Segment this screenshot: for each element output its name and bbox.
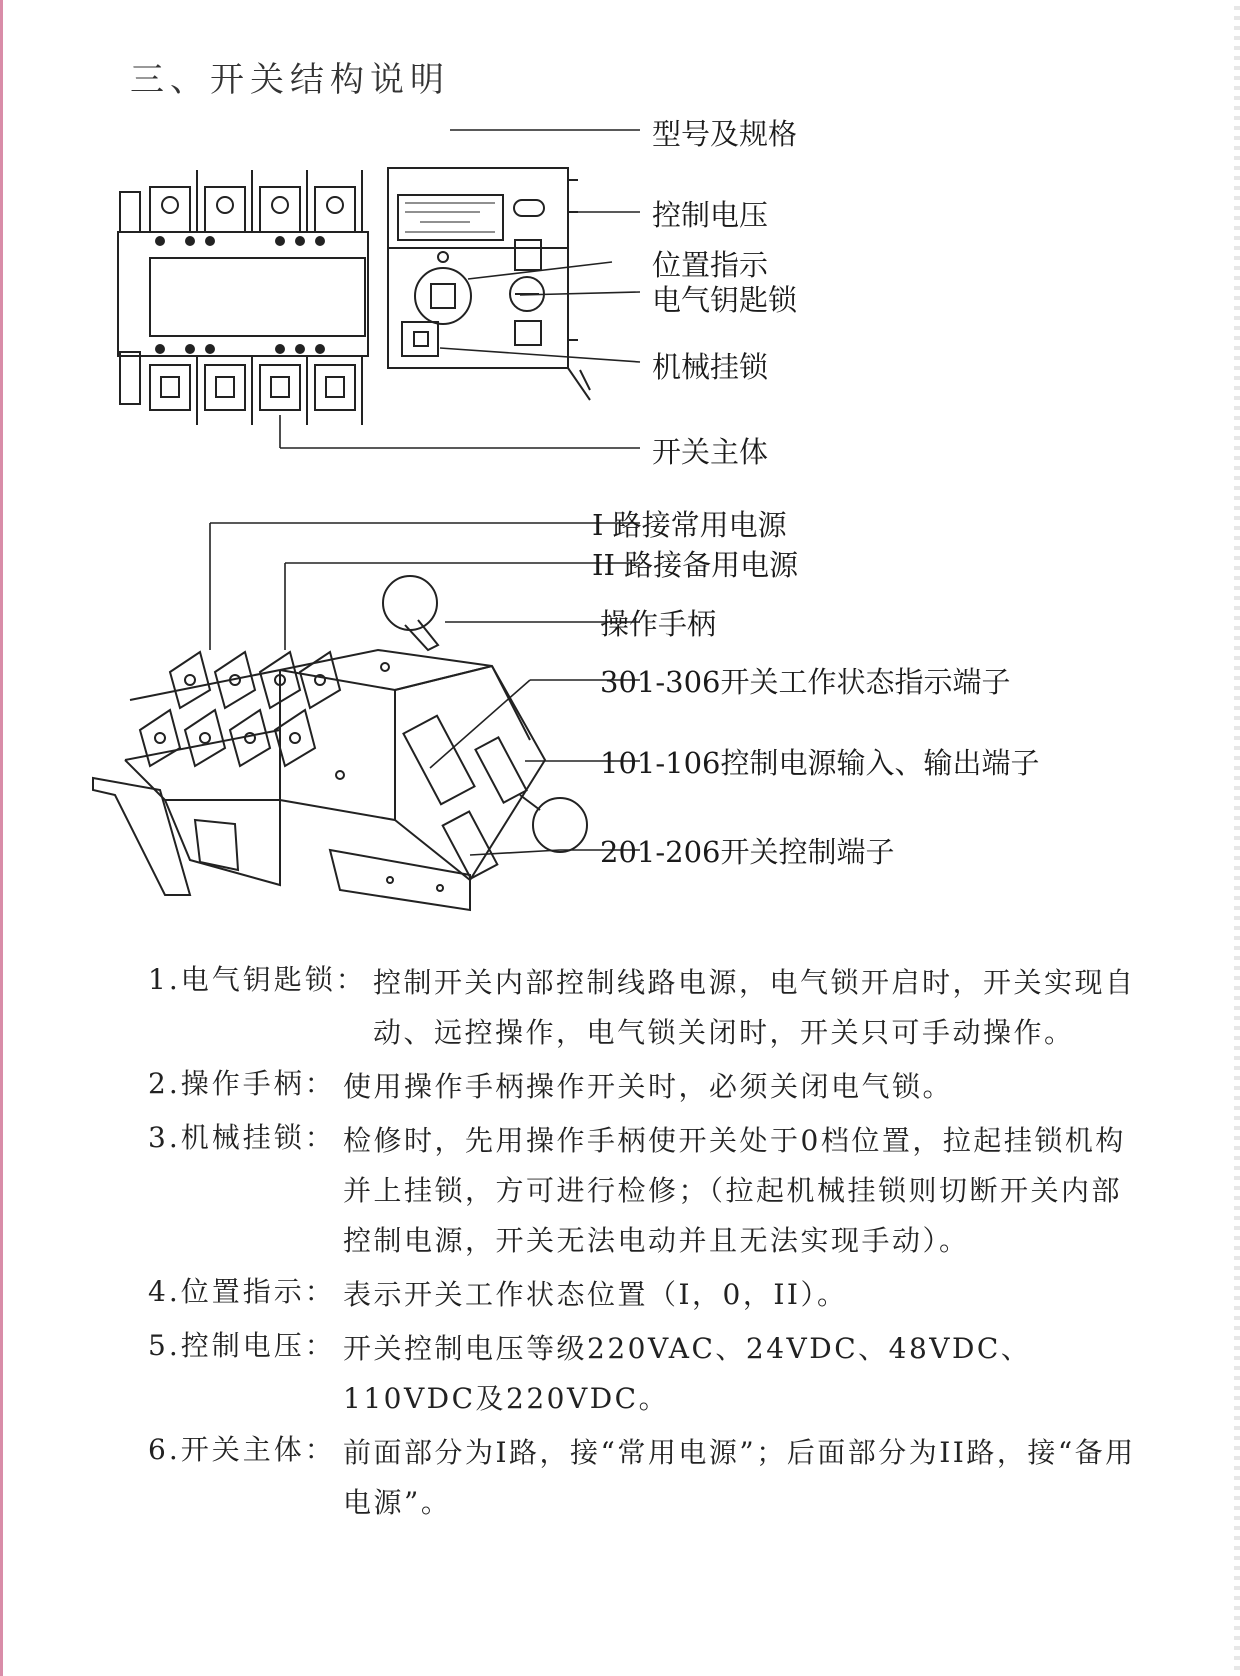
callout-power-io-terminals: 101-106控制电源输入、输出端子: [600, 746, 1040, 780]
description-item: [148, 1428, 1138, 1528]
callout-switch-body: 开关主体: [652, 435, 769, 469]
switch-isometric-view: [93, 523, 640, 910]
description-item: [148, 1116, 1138, 1266]
description-label: 3.机械挂锁：: [148, 1121, 336, 1154]
description-item: [148, 958, 1138, 1058]
callout-operating-handle: 操作手柄: [600, 607, 717, 641]
description-item: [148, 1270, 1138, 1320]
top-callout-lines: [280, 130, 640, 448]
description-item: [148, 1324, 1138, 1424]
description-label: 1.电气钥匙锁：: [148, 963, 367, 996]
description-text: 使用操作手柄操作开关时，必须关闭电气锁。: [343, 1070, 954, 1103]
bottom-callout-lines: [210, 523, 640, 855]
callout-electric-key-lock: 电气钥匙锁: [652, 283, 798, 317]
description-text: 前面部分为I路，接“常用电源”；后面部分为II路，接“备用电源”。: [343, 1436, 1136, 1519]
description-label: 4.位置指示：: [148, 1275, 336, 1308]
description-label: 2.操作手柄：: [148, 1067, 336, 1100]
callout-route-2-backup-power: II 路接备用电源: [592, 548, 799, 582]
callout-control-voltage: 控制电压: [652, 198, 769, 232]
description-list: [148, 958, 1138, 1532]
description-text: 表示开关工作状态位置（I，0，II）。: [343, 1278, 848, 1311]
callout-status-terminals: 301-306开关工作状态指示端子: [600, 665, 1011, 699]
description-text: 开关控制电压等级220VAC、24VDC、48VDC、110VDC及220VDC。: [343, 1332, 1032, 1415]
callout-control-terminals: 201-206开关控制端子: [600, 835, 895, 869]
callout-model-spec: 型号及规格: [652, 117, 798, 151]
callout-route-1-normal-power: I 路接常用电源: [592, 508, 787, 542]
description-text: 检修时，先用操作手柄使开关处于0档位置，拉起挂锁机构并上挂锁，方可进行检修；（拉起机械挂锁则切断开关内部控制电源，开关无法电动并且无法实现手动）。: [343, 1124, 1126, 1257]
description-label: 5.控制电压：: [148, 1329, 336, 1362]
callout-position-indicator: 位置指示: [652, 248, 769, 282]
description-text: 控制开关内部控制线路电源，电气锁开启时，开关实现自动、远控操作，电气锁关闭时，开关只可手动操作。: [373, 966, 1136, 1049]
description-label: 6.开关主体：: [148, 1433, 336, 1466]
switch-front-view: [118, 130, 640, 448]
callout-mechanical-padlock: 机械挂锁: [652, 350, 769, 384]
description-item: [148, 1062, 1138, 1112]
section-title: 三、开关结构说明: [130, 60, 450, 100]
